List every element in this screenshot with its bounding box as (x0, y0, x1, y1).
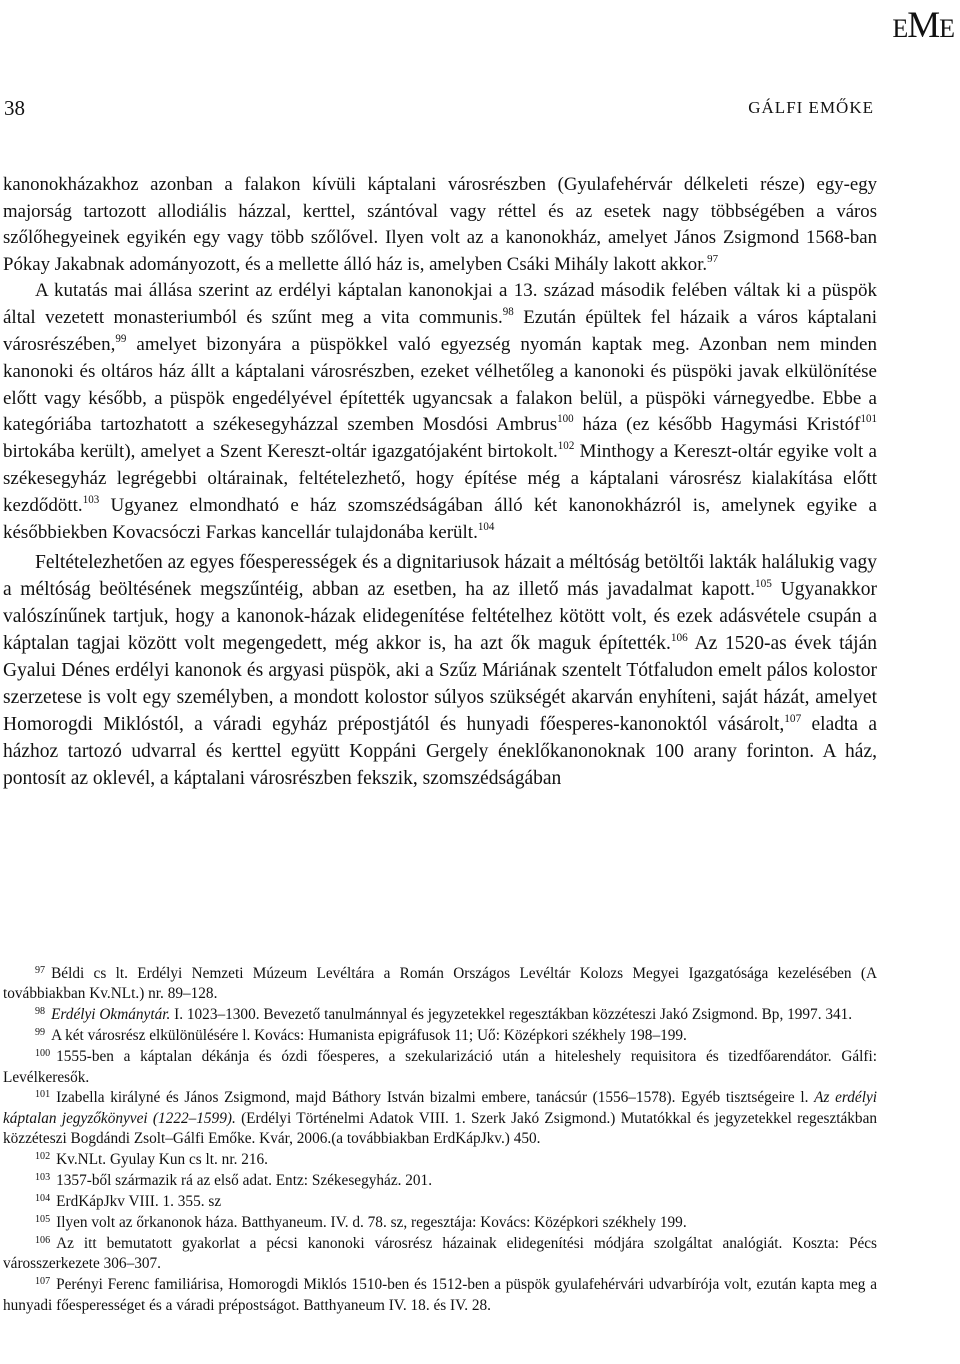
footnote-ref[interactable]: 107 (784, 712, 802, 725)
footnote-ref[interactable]: 102 (557, 440, 575, 453)
footnote (3, 1088, 877, 1149)
footnotes (3, 964, 877, 1316)
body-text (3, 172, 877, 793)
text-run: Kv.NLt. Gyulay Kun cs lt. nr. 216. (56, 1151, 268, 1169)
footnote-number: 97 (35, 964, 46, 976)
text-run: Ugyanakkor valószínűnek tartjuk, hogy a kanonok-házak elidegenítése feltételhez kötött volt, és ezek adásvétele csupán a káptalan tagjai között volt megengedett, még akkor is, ha azt ők maguk építették. (3, 579, 877, 655)
footnote-number: 107 (35, 1276, 51, 1288)
text-run: Ilyen volt az őrkanonok háza. Batthyaneum. IV. d. 78. sz, regesztája: Kovács: Középkori székhely 199. (56, 1213, 687, 1231)
paragraph (3, 278, 877, 546)
footnote (3, 964, 877, 1005)
text-run: 1555-ben a káptalan dékánja és ózdi főesperes, a szekularizáció után a hiteleshely requisitora és tizedfőarendátor. Gálfi: Levélkeresők. (3, 1048, 877, 1086)
footnote-number: 99 (35, 1027, 46, 1039)
text-run: Minthogy a Kereszt-oltár egyike volt a székesegyház legrégebbi oltárainak, feltételezhető, hogy építése még a káptalani városrész kialakítása előtt kezdődött. (3, 441, 877, 516)
footnote-ref[interactable]: 98 (502, 306, 514, 319)
text-run: Izabella királyné és János Zsigmond, majd Báthory István bizalmi embere, tanácsúr (1556–1578). Egyéb tisztségeire l. (56, 1089, 815, 1107)
text-run: kanonokházakhoz azonban a falakon kívüli káptalani városrészben (Gyulafehérvár délkeleti része) egy-egy majorság tartozott allodiális házzal, kerttel, szántóval vagy réttel és az esetek nagy többségében a város szőlőhegyeinek egyikén egy vagy több szőlővel. Ilyen volt az a kanonokház, amelyet János Zsigmond 1568-ban Pókay Jakabnak adományozott, és a mellette álló ház is, amelyben Csáki Mihály lakott akkor. (3, 174, 877, 275)
footnote-ref[interactable]: 104 (477, 520, 495, 533)
footnote (3, 1192, 877, 1212)
text-run: háza (ez később Hagymási Kristóf (573, 414, 861, 436)
footnote (3, 1171, 877, 1191)
footnote-number: 106 (35, 1234, 51, 1246)
text-run: Perényi Ferenc familiárisa, Homorogdi Miklós 1510-ben és 1512-ben a püspök gyulafehérvári udvarbírója volt, ezután kapta meg a hunyadi főesperességet és a váradi prépostságot. Batthyaneum IV. 18. és IV. 28. (3, 1276, 877, 1314)
text-run: Az itt bemutatott gyakorlat a pécsi kanonoki városrész házainak elidegenítési módjára szolgáltat analógiát. Koszta: Pécs városszerkezete 306–307. (3, 1234, 877, 1273)
footnote (3, 1026, 877, 1046)
text-run: A két városrész elkülönülésére l. Kovács: Humanista epigráfusok 11; Uő: Középkori székhely 198–199. (51, 1027, 687, 1045)
footnote-number: 105 (35, 1213, 51, 1225)
footnote-number: 101 (35, 1089, 51, 1101)
paragraph (3, 550, 877, 792)
text-run: Béldi cs lt. Erdélyi Nemzeti Múzeum Levéltára a Román Országos Levéltár Kolozs Megyei Igazgatósága kezelésében (A továbbiakban Kv.NLt.) nr. 89–128. (3, 965, 877, 1003)
italic-title: Erdélyi Okmánytár. (51, 1006, 171, 1024)
page-number: 38 (4, 96, 25, 120)
text-run: birtokába került), amelyet a Szent Kereszt-oltár igazgatójaként birtokolt. (3, 441, 558, 463)
footnote-ref[interactable]: 99 (115, 333, 127, 346)
footnote (3, 1005, 877, 1025)
text-run: I. 1023–1300. Bevezető tanulmánnyal és jegyzetekkel regesztákban közzéteszi Jakó Zsigmond. Bp, 1997. 341. (170, 1006, 853, 1024)
footnote-number: 103 (35, 1172, 51, 1184)
text-run: amelyet bizonyára a püspökkel való egyezség nyomán kaptak meg. Azonban nem minden kanonoki és oltáros ház állt a káptalani városrészben, ezeket vélhetőleg a kanonoki és püspöki javak elkülönítése előtt vagy később, a püspök engedélyével építették ugyancsak a falakon belül, a püspöki várnegyedbe. Ebbe a kategóriába tartozhatott a székesegyházzal szemben Mosdósi Ambrus (3, 333, 877, 436)
journal-logo: EME (892, 5, 954, 46)
footnote-ref[interactable]: 106 (670, 631, 688, 644)
footnote (3, 1047, 877, 1088)
footnote (3, 1275, 877, 1316)
text-run: Feltételezhetően az egyes főesperességek és a dignitariusok házait a méltóság betöltői lakták halálukig vagy a méltóság beöltésének megszűntéig, abban az esetben, ha az illető más javadalmat kapott. (3, 552, 877, 601)
text-run: 1357-ből származik rá az első adat. Entz: Székesegyház. 201. (56, 1172, 433, 1190)
footnote-ref[interactable]: 101 (860, 413, 877, 426)
text-run: Az 1520-as évek táján Gyalui Dénes erdélyi kanonok és argyasi püspök, aki a Szűz Máriának szentelt Tótfaludon emelt pálos kolostor szerzetese is volt egy személyben, a mondott kolostor súlyos szükségét akarván enyhíteni, saját házát, amelyet Homorogdi Miklóstól, a váradi egyház prépostjától és hunyadi főesperes-kanonoktól vásárolt, (3, 633, 877, 735)
footnote (3, 1234, 877, 1275)
text-run: Ezután épültek fel házaik a város káptalani városrészében, (3, 307, 877, 355)
footnote-ref[interactable]: 97 (707, 252, 719, 265)
running-head-author: GÁLFI EMŐKE (748, 98, 874, 117)
footnote (3, 1150, 877, 1170)
footnote-number: 102 (35, 1151, 51, 1163)
text-run: A kutatás mai állása szerint az erdélyi káptalan kanonokjai a 13. század második felében váltak ki a püspök által vezetett monasteriumból és szűnt meg a vita communis. (3, 280, 877, 329)
footnote (3, 1213, 877, 1233)
footnote-ref[interactable]: 103 (82, 493, 100, 506)
text-run: ErdKápJkv VIII. 1. 355. sz (56, 1192, 222, 1210)
footnote-ref[interactable]: 100 (557, 413, 574, 426)
footnote-number: 104 (35, 1192, 51, 1204)
paragraph (3, 172, 877, 278)
text-run: (Erdélyi Történelmi Adatok VIII. 1. Szerk Jakó Zsigmond.) Mutatókkal és jegyzetekkel regesztákban közzéteszi Bogdándi Zsolt–Gálfi Emőke. Kvár, 2006.(a továbbiakban ErdKápJkv.) 450. (3, 1109, 878, 1148)
footnote-ref[interactable]: 105 (755, 578, 772, 591)
footnote-number: 100 (35, 1048, 51, 1060)
text-run: eladta a házhoz tartozó udvarral és kerttel együtt Koppáni Gergely éneklőkanonoknak 100 arany forinton. A ház, pontosít az oklevél, a káptalani városrészben fekszik, szomszédságában (3, 713, 877, 789)
text-run: Ugyanez elmondható e ház szomszédságában álló két kanonokházról is, amelynek egyike a későbbiekben Kovacsóczi Farkas kancellár tulajdonába került. (3, 494, 877, 543)
italic-title: Az erdélyi káptalan jegyzőkönyvei (1222–1599). (3, 1089, 877, 1127)
footnote-number: 98 (35, 1006, 46, 1018)
